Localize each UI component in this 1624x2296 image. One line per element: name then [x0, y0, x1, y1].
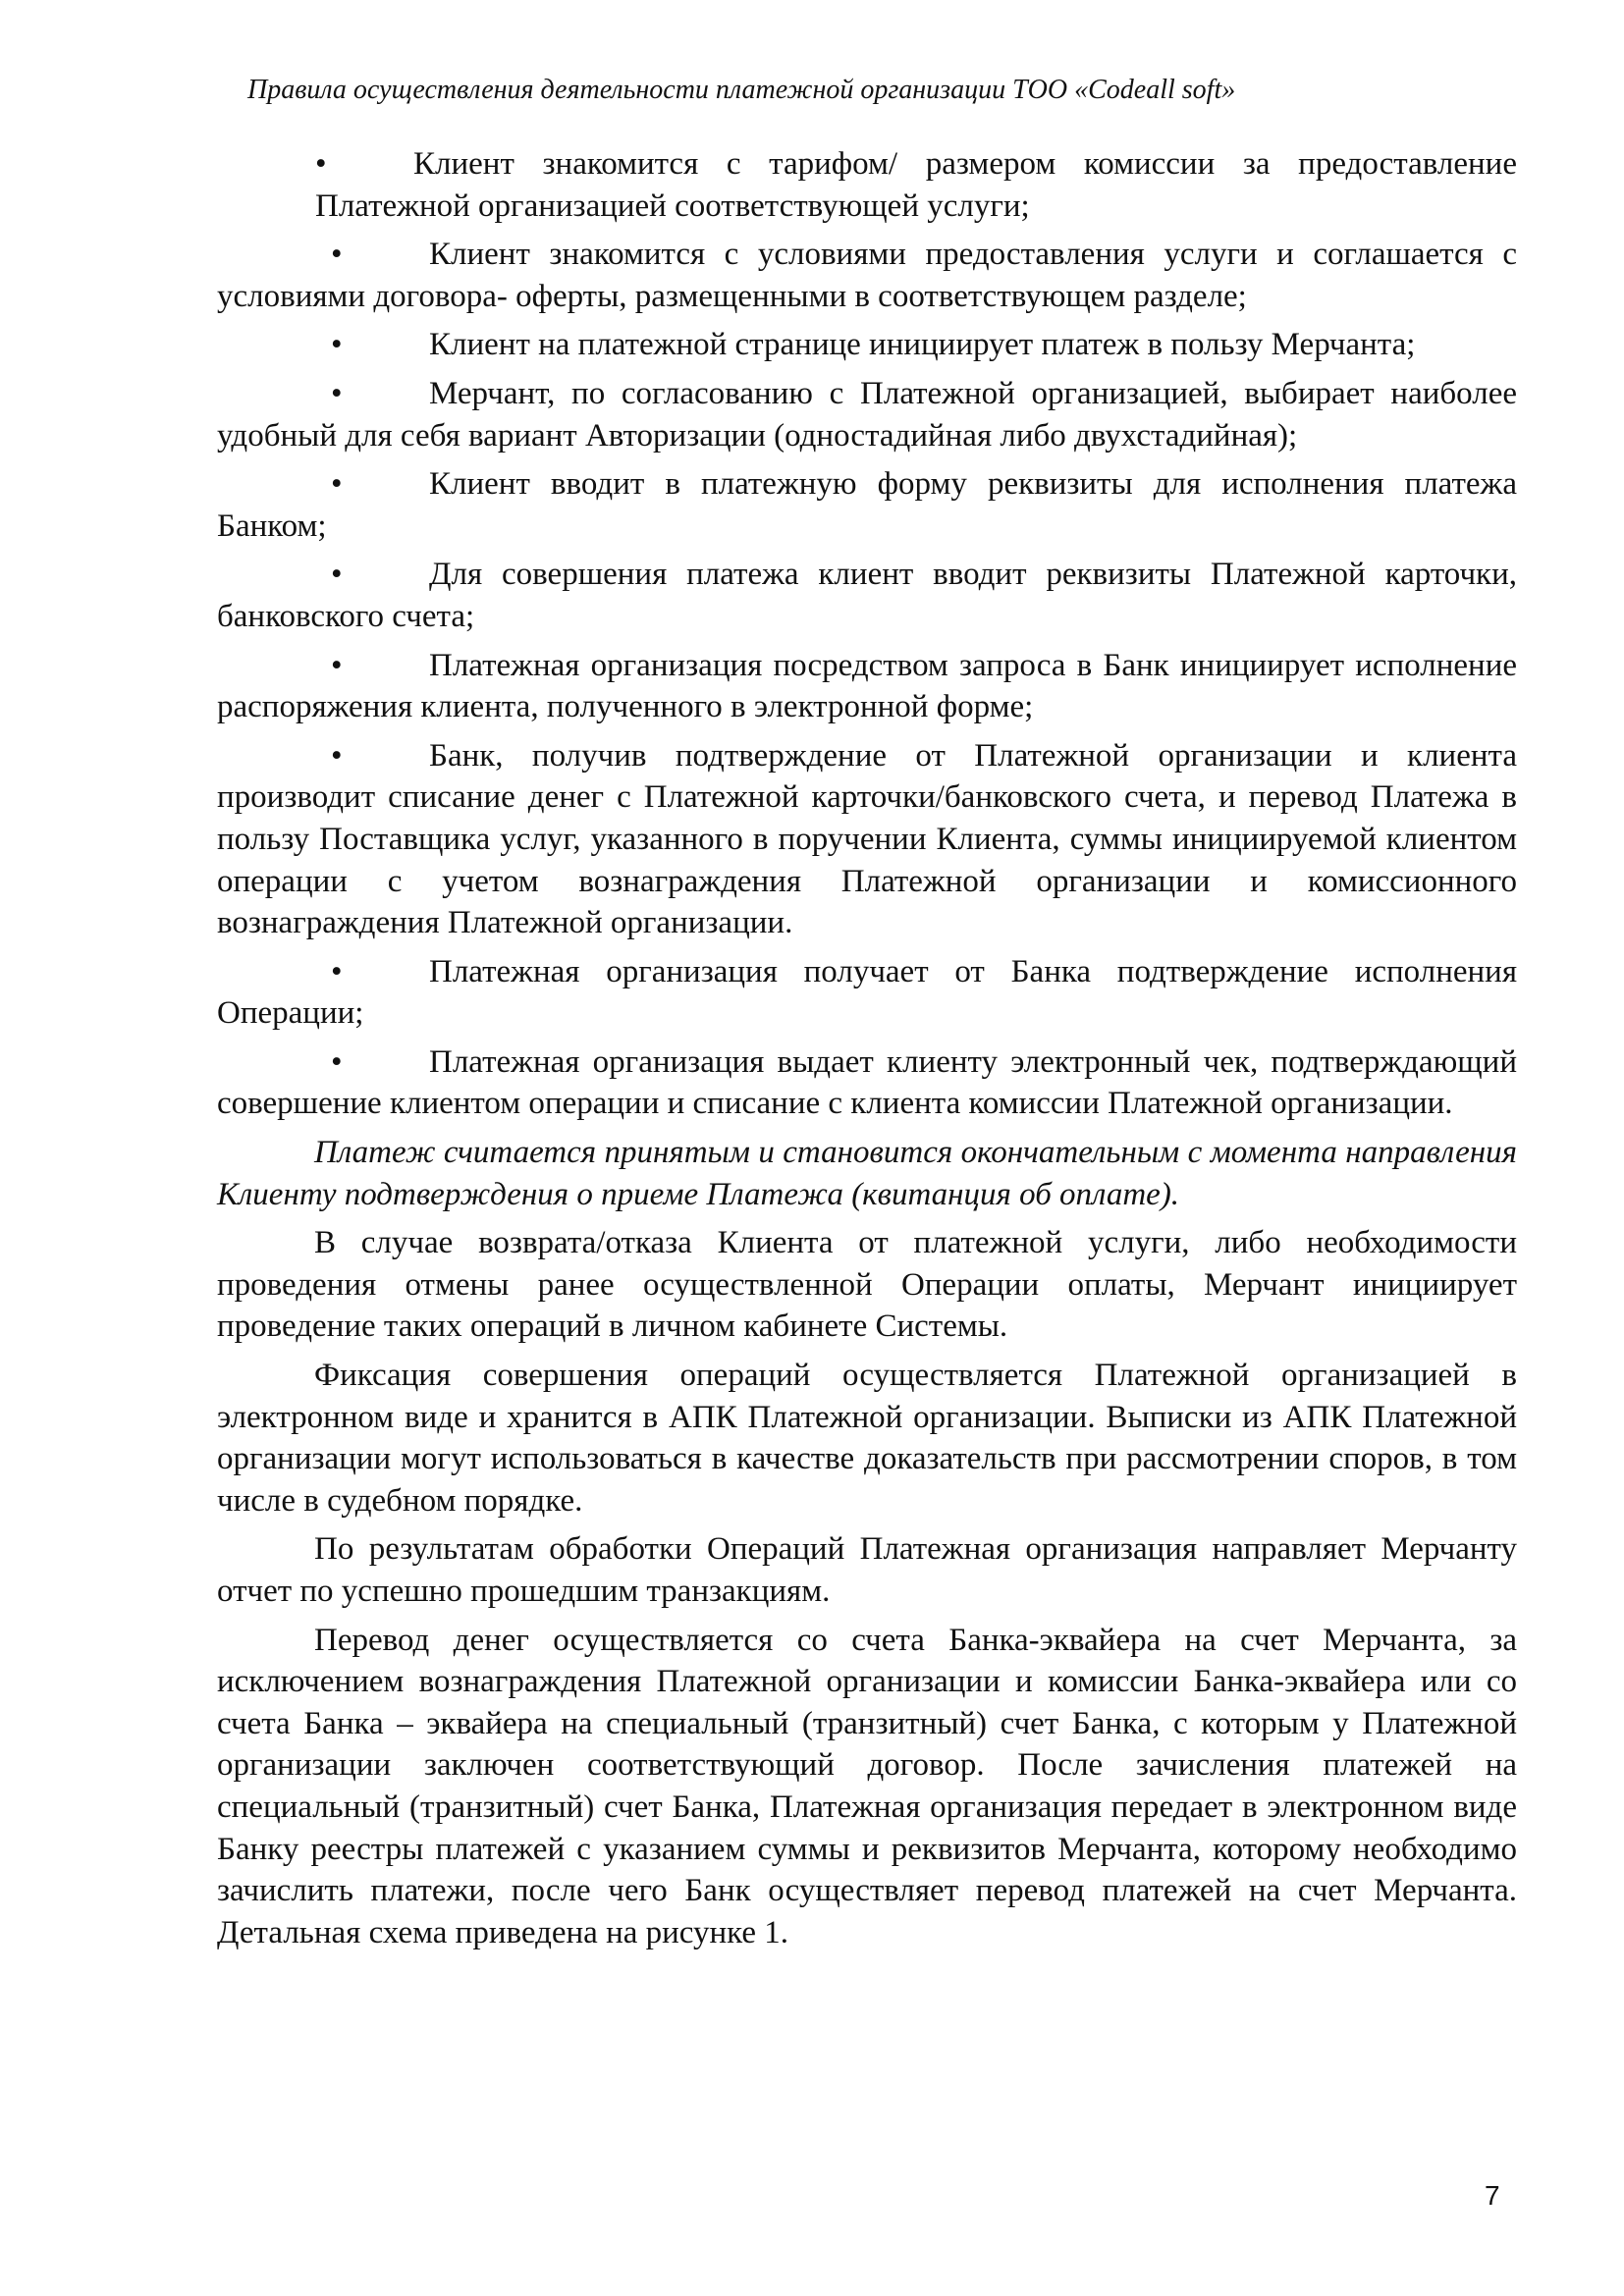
- running-header: Правила осуществления деятельности платежной организации ТОО «Codeall soft»: [247, 75, 1236, 105]
- list-item-text: Клиент знакомится с условиями предоставления услуги и соглашается с условиями договора- оферты, размещенными в соответствующем разделе;: [217, 237, 1517, 314]
- list-item: [217, 645, 1517, 728]
- bullet-icon: •: [331, 737, 343, 774]
- list-item-text: Для совершения платежа клиент вводит реквизиты Платежной карточки, банковского счета;: [217, 557, 1517, 634]
- recording-paragraph: Фиксация совершения операций осуществляется Платежной организацией в электронном виде и хранится в АПК Платежной организации. Выписки из АПК Платежной организации могут использоваться в качестве доказательств при рассмотрении споров, в том числе в судебном порядке.: [217, 1358, 1517, 1519]
- document-body: [217, 143, 1517, 1960]
- list-item-text: Платежная организация выдает клиенту электронный чек, подтверждающий совершение клиентом операции и списание с клиента комиссии Платежной организации.: [217, 1043, 1517, 1122]
- bullet-icon: •: [331, 557, 343, 593]
- list-item-text: Клиент вводит в платежную форму реквизиты для исполнения платежа Банком;: [217, 466, 1517, 544]
- list-item: [217, 234, 1517, 317]
- bullet-icon: •: [315, 146, 327, 182]
- bullet-icon: •: [331, 466, 343, 503]
- list-item-text: Платежная организация посредством запроса в Банк инициирует исполнение распоряжения клиента, полученного в электронной форме;: [217, 647, 1517, 725]
- bullet-icon: •: [331, 1043, 343, 1080]
- list-item: [217, 1041, 1517, 1125]
- bullet-icon: •: [331, 953, 343, 989]
- report-paragraph: По результатам обработки Операций Платежная организация направляет Мерчанту отчет по успешно прошедшим транзакциям.: [217, 1531, 1517, 1609]
- list-item-text: Клиент знакомится с тарифом/ размером комиссии за предоставление Платежной организацией соответствующей услуги;: [315, 146, 1517, 224]
- list-item: [217, 463, 1517, 547]
- bullet-icon: •: [331, 375, 343, 411]
- list-item-text: Платежная организация получает от Банка подтверждение исполнения Операции;: [217, 953, 1517, 1032]
- refund-paragraph: В случае возврата/отказа Клиента от платежной услуги, либо необходимости проведения отмены ранее осуществленной Операции оплаты, Мерчант инициирует проведение таких операций в личном кабинете Системы.: [217, 1225, 1517, 1345]
- list-item: [217, 324, 1517, 366]
- list-item: [217, 143, 1517, 227]
- list-item: [217, 951, 1517, 1035]
- list-item-text: Мерчант, по согласованию с Платежной организацией, выбирает наиболее удобный для себя вариант Авторизации (одностадийная либо двухстадийная);: [217, 375, 1517, 454]
- payment-final-paragraph: Платеж считается принятым и становится окончательным с момента направления Клиенту подтверждения о приеме Платежа (квитанция об оплате).: [217, 1135, 1517, 1212]
- list-item-text: Клиент на платежной странице инициирует платеж в пользу Мерчанта;: [429, 327, 1416, 363]
- bullet-icon: •: [331, 237, 343, 273]
- page-number: 7: [1485, 2180, 1500, 2211]
- transfer-paragraph: Перевод денег осуществляется со счета Банка-эквайера на счет Мерчанта, за исключением вознаграждения Платежной организации и комиссии Банка-эквайера или со счета Банка – эквайера на специальный (транзитный) счет Банка, с которым у Платежной организации заключен соответствующий договор. После зачисления платежей на специальный (транзитный) счет Банка, Платежная организация передает в электронном виде Банку реестры платежей с указанием суммы и реквизитов Мерчанта, которому необходимо зачислить платежи, после чего Банк осуществляет перевод платежей на счет Мерчанта. Детальная схема приведена на рисунке 1.: [217, 1622, 1517, 1950]
- list-item: [217, 554, 1517, 637]
- bullet-icon: •: [331, 647, 343, 683]
- list-item: [217, 373, 1517, 456]
- bullet-icon: •: [331, 327, 343, 363]
- list-item: [217, 735, 1517, 944]
- list-item-text: Банк, получив подтверждение от Платежной организации и клиента производит списание денег с Платежной карточки/банковского счета, и перевод Платежа в пользу Поставщика услуг, указанного в поручении Клиента, суммы инициируемой клиентом операции с учетом вознаграждения Платежной организации и комиссионного вознаграждения Платежной организации.: [217, 737, 1517, 941]
